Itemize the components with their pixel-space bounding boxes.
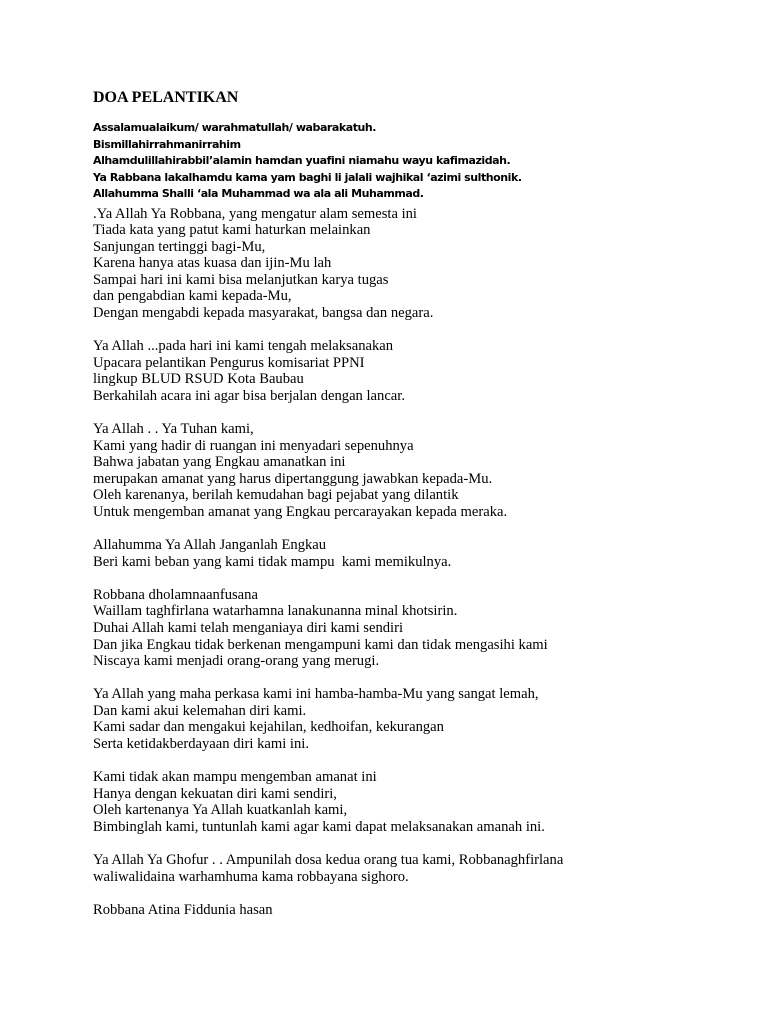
prayer-stanza [93,902,733,919]
opening-line: Bismillahirrahmanirrahim [93,137,241,151]
prayer-line: Kami yang hadir di ruangan ini menyadari sepenuhnya [93,437,414,454]
prayer-stanza [93,537,733,570]
prayer-line: Upacara pelantikan Pengurus komisariat PPNI [93,354,365,371]
prayer-stanza [93,421,733,521]
prayer-line: .Ya Allah Ya Robbana, yang mengatur alam semesta ini [93,205,417,222]
prayer-line: Duhai Allah kami telah menganiaya diri kami sendiri [93,619,404,636]
prayer-line: Kami tidak akan mampu mengemban amanat ini [93,769,377,786]
prayer-line: Beri kami beban yang kami tidak mampu kami memikulnya. [93,553,452,570]
prayer-stanza [93,686,733,752]
prayer-line: Sampai hari ini kami bisa melanjutkan karya tugas [93,271,389,288]
prayer-line: dan pengabdian kami kepada-Mu, [93,288,292,305]
opening-line: Ya Rabbana lakalhamdu kama yam baghi li jalali wajhikal ‘azimi sulthonik. [93,170,522,184]
prayer-line: Karena hanya atas kuasa dan ijin-Mu lah [93,255,332,272]
prayer-line: Ya Allah Ya Ghofur . . Ampunilah dosa kedua orang tua kami, Robbanaghfirlana [93,852,564,868]
prayer-line: Ya Allah . . Ya Tuhan kami, [93,421,254,438]
prayer-line: Robbana dholamnaanfusana [93,586,258,603]
prayer-line: Robbana Atina Fiddunia hasan [93,901,273,918]
prayer-line: Hanya dengan kekuatan diri kami sendiri, [93,785,337,802]
prayer-line: Dengan mengabdi kepada masyarakat, bangsa dan negara. [93,305,434,322]
prayer-line: merupakan amanat yang harus dipertanggung jawabkan kepada-Mu. [93,470,493,487]
prayer-line: Sanjungan tertinggi bagi-Mu, [93,238,266,255]
opening-line: Allahumma Shalli ‘ala Muhammad wa ala ali Muhammad. [93,187,424,200]
opening-greeting [93,120,733,203]
prayer-line: Tiada kata yang patut kami haturkan melainkan [93,222,371,239]
prayer-line: Waillam taghfirlana watarhamna lanakunanna minal khotsirin. [93,603,458,620]
prayer-stanza [93,852,733,885]
prayer-stanza [93,206,733,322]
prayer-line: Oleh kartenanya Ya Allah kuatkanlah kami, [93,802,348,819]
prayer-line: Oleh karenanya, berilah kemudahan bagi pejabat yang dilantik [93,487,459,504]
prayer-line: Kami sadar dan mengakui kejahilan, kedhoifan, kekurangan [93,719,444,736]
prayer-line: Ya Allah yang maha perkasa kami ini hamba-hamba-Mu yang sangat lemah, [93,686,539,703]
prayer-line: lingkup BLUD RSUD Kota Baubau [93,371,304,388]
document-title: DOA PELANTIKAN [93,89,239,106]
prayer-line: Berkahilah acara ini agar bisa berjalan dengan lancar. [93,387,405,404]
prayer-line: Untuk mengemban amanat yang Engkau percarayakan kepada meraka. [93,504,508,520]
prayer-line: Bimbinglah kami, tuntunlah kami agar kami dapat melaksanakan amanah ini. [93,818,545,835]
prayer-stanza [93,338,733,404]
prayer-line: Allahumma Ya Allah Janganlah Engkau [93,537,327,554]
prayer-line: Ya Allah ...pada hari ini kami tengah melaksanakan [93,338,394,355]
prayer-line: waliwalidaina warhamhuma kama robbayana sighoro. [93,868,409,885]
prayer-line: Niscaya kami menjadi orang-orang yang merugi. [93,653,380,670]
opening-line: Alhamdulillahirabbil’alamin hamdan yuafini niamahu wayu kafimazidah. [93,154,511,167]
document-page [93,88,733,935]
prayer-stanza [93,587,733,670]
prayer-line: Serta ketidakberdayaan diri kami ini. [93,736,309,753]
prayer-line: Dan jika Engkau tidak berkenan mengampuni kami dan tidak mengasihi kami [93,636,548,653]
opening-line: Assalamualaikum/ warahmatullah/ wabarakatuh. [93,121,377,134]
prayer-line: Bahwa jabatan yang Engkau amanatkan ini [93,454,346,471]
prayer-stanza [93,769,733,835]
prayer-line: Dan kami akui kelemahan diri kami. [93,702,307,719]
